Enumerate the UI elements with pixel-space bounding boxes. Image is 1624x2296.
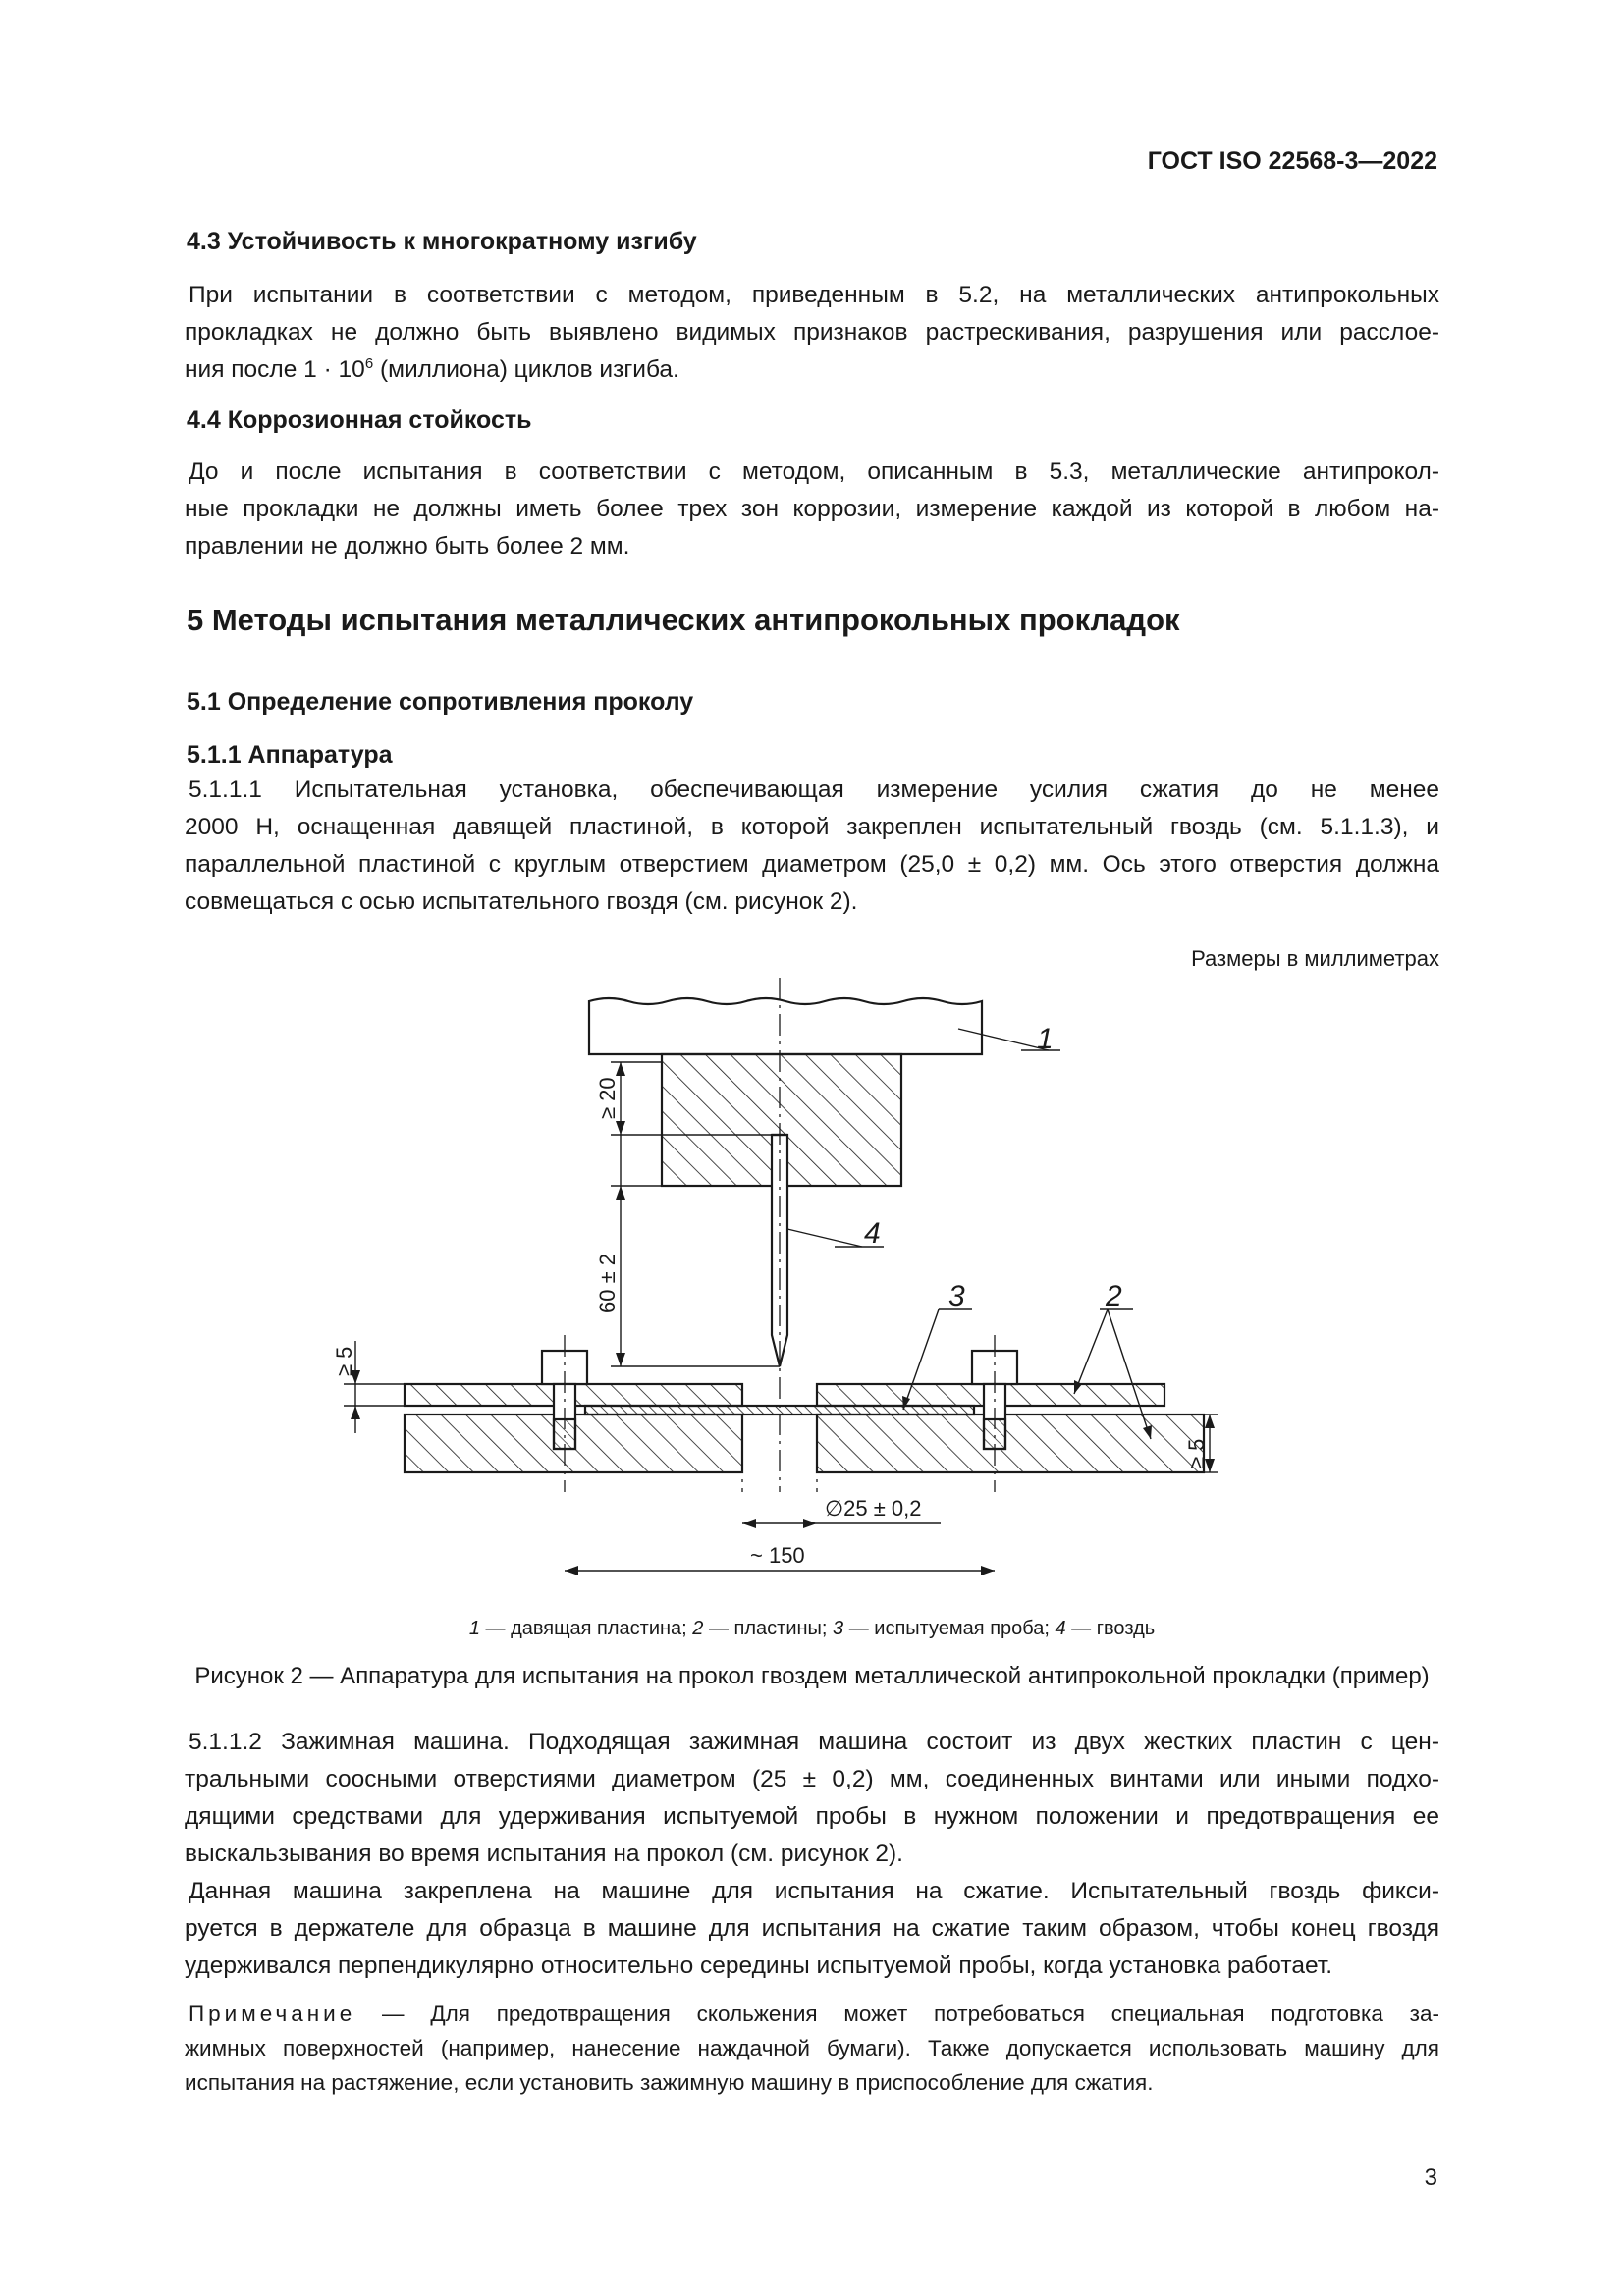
legend-text: — гвоздь [1065,1618,1156,1639]
text-line: дящими средствами для удерживания испытуемой пробы в нужном положении и предотвращения ее [185,1803,1439,1830]
callout-1: 1 [1037,1023,1054,1055]
legend-text: — пластины; [703,1618,834,1639]
legend-num: 3 [833,1618,844,1639]
text-line: Данная машина закреплена на машине для испытания на сжатие. Испытательный гвоздь фикси- [189,1878,1439,1904]
figure-caption: Рисунок 2 — Аппаратура для испытания на прокол гвоздем металлической антипрокольной прокладки (пример) [194,1663,1430,1689]
heading-4-4: 4.4 Коррозионная стойкость [187,406,532,434]
document-id: ГОСТ ISO 22568-3—2022 [1147,147,1437,175]
text-line: выскальзывания во время испытания на прокол (см. рисунок 2). [185,1841,903,1867]
text-line: тральными соосными отверстиями диаметром (25 ± 0,2) мм, соединенных винтами или иными подхо- [185,1766,1439,1792]
paragraph-5-1-1-2 [185,1724,1439,1985]
text-fragment: ния после 1 · 10 [185,356,365,383]
legend-num: 4 [1055,1618,1066,1639]
heading-5-1: 5.1 Определение сопротивления проколу [187,688,694,716]
callout-2: 2 [1106,1280,1122,1312]
legend-text: — давящая пластина; [479,1618,693,1639]
legend-num: 1 [468,1618,480,1639]
text-line: параллельной пластиной с круглым отверстием диаметром (25,0 ± 0,2) мм. Ось этого отверстия должна [185,851,1439,878]
heading-4-3: 4.3 Устойчивость к многократному изгибу [187,228,697,255]
text-line: правлении не должно быть более 2 мм. [185,533,630,560]
note [185,1997,1439,2100]
text-line: 2000 Н, оснащенная давящей пластиной, в которой закреплен испытательный гвоздь (см. 5.1.1.3), и [185,814,1439,840]
dim-min-5-left: ≥ 5 [332,1346,356,1376]
text-line [185,1997,1439,2031]
text-line: прокладках не должно быть выявлено видимых признаков растрескивания, разрушения или расслое- [185,319,1439,346]
units-note: Размеры в миллиметрах [1191,946,1439,971]
legend-text: — испытуемая проба; [843,1618,1056,1639]
text-line: испытания на растяжение, если установить зажимную машину в приспособление для сжатия. [185,2070,1154,2095]
heading-5: 5 Методы испытания металлических антипрокольных прокладок [187,603,1180,637]
text-line: 5.1.1.1 Испытательная установка, обеспечивающая измерение усилия сжатия до не менее [189,776,1439,803]
text-line: При испытании в соответствии с методом, приведенным в 5.2, на металлических антипрокольных [189,282,1439,308]
text-fragment: (миллиона) циклов изгиба. [373,356,679,383]
dim-150: ~ 150 [750,1543,805,1568]
heading-5-1-1: 5.1.1 Аппаратура [187,741,393,769]
text-fragment: — Для предотвращения скольжения может потребоваться специальная подготовка за- [355,2002,1439,2026]
text-line: жимных поверхностей (например, нанесение наждачной бумаги). Также допускается использовать машину для [185,2036,1439,2060]
dim-min-20: ≥ 20 [595,1077,620,1119]
text-line: 5.1.1.2 Зажимная машина. Подходящая зажимная машина состоит из двух жестких пластин с цен- [189,1729,1439,1755]
callout-3: 3 [948,1280,965,1312]
figure-legend [0,1618,1624,1640]
note-label: Примечание [189,2002,356,2026]
dim-hole-diameter: ∅25 ± 0,2 [825,1496,922,1521]
text-line: удерживался перпендикулярно относительно середины испытуемой пробы, когда установка работает. [185,1952,1333,1979]
page-number: 3 [1424,2164,1437,2191]
pressing-plate [589,998,982,1054]
text-line: руется в держателе для образца в машине для испытания на сжатие таким образом, чтобы конец гвоздя [185,1915,1439,1942]
text-line: совмещаться с осью испытательного гвоздя (см. рисунок 2). [185,888,858,915]
dim-60: 60 ± 2 [595,1253,620,1313]
callout-4: 4 [864,1217,881,1250]
text-line: ные прокладки не должны иметь более трех зон коррозии, измерение каждой из которой в любом на- [185,496,1439,522]
dim-min-5-right: ≥ 5 [1184,1438,1209,1468]
legend-num: 2 [692,1618,704,1639]
text-line: До и после испытания в соответствии с методом, описанным в 5.3, металлические антипрокол- [189,458,1439,485]
superscript: 6 [364,354,374,372]
